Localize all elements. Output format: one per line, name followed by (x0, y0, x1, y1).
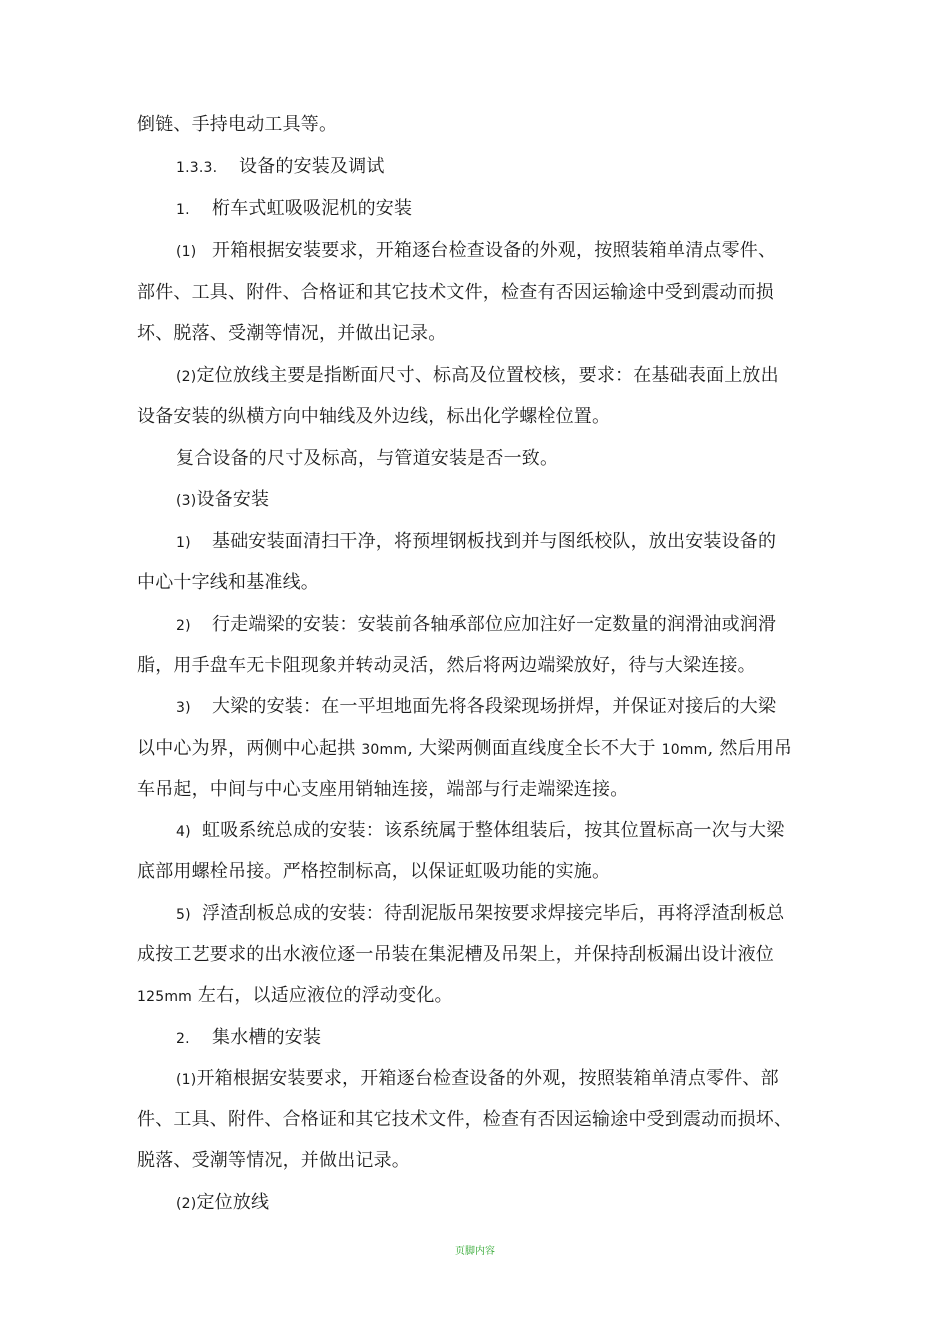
paragraph-1-line: (1) 开箱根据安装要求，开箱逐台检查设备的外观，按照装箱单清点零件、 (176, 238, 776, 265)
list-number: 3) (176, 700, 191, 716)
paragraph-q1-line: 脱落、受潮等情况，并做出记录。 (137, 1150, 410, 1171)
list-number: 5) (176, 907, 191, 923)
step-3-line: 以中心为界，两侧中心起拱 30mm, 大梁两侧面直线度全长不大于 10mm, 然后用吊 (137, 738, 793, 759)
section-number: 1.3.3. (176, 160, 218, 176)
step-3-line: 车吊起，中间与中心支座用销轴连接，端部与行走端梁连接。 (137, 779, 629, 800)
subsection-heading-1: 1. 桁车式虹吸吸泥机的安装 (176, 196, 412, 223)
step-1-line: 中心十字线和基准线。 (137, 572, 319, 593)
step-3-line: 3) 大梁的安装：在一平坦地面先将各段梁现场拼焊，并保证对接后的大梁 (176, 694, 776, 721)
paragraph-q1-line: (1)开箱根据安装要求，开箱逐台检查设备的外观，按照装箱单清点零件、部 (176, 1066, 779, 1093)
paragraph-q2-heading: (2)定位放线 (176, 1190, 269, 1217)
paragraph-q1-line: 件、工具、附件、合格证和其它技术文件，检查有否因运输途中受到震动而损坏、 (137, 1109, 793, 1130)
paragraph-1-line: 坏、脱落、受潮等情况，并做出记录。 (137, 323, 447, 344)
paragraph-2-line: 复合设备的尺寸及标高，与管道安装是否一致。 (176, 448, 559, 469)
page-footer: 页脚内容 (455, 1246, 495, 1257)
paragraph-1-line: 部件、工具、附件、合格证和其它技术文件，检查有否因运输途中受到震动而损 (137, 282, 774, 303)
list-number: (3) (176, 493, 197, 509)
list-number: 4) (176, 824, 191, 840)
list-number: 2) (176, 618, 191, 634)
paragraph-3-heading: (3)设备安装 (176, 487, 269, 514)
step-4-line: 4) 虹吸系统总成的安装：该系统属于整体组装后，按其位置标高一次与大梁 (176, 818, 784, 845)
list-number: (1) (176, 244, 197, 260)
section-heading-1-3-3: 1.3.3. 设备的安装及调试 (176, 154, 385, 181)
list-number: (2) (176, 369, 197, 385)
list-number: 1. (176, 202, 190, 218)
step-5-line: 5) 浮渣刮板总成的安装：待刮泥版吊架按要求焊接完毕后，再将浮渣刮板总 (176, 901, 784, 928)
paragraph-2-line: 设备安装的纵横方向中轴线及外边线，标出化学螺栓位置。 (137, 406, 611, 427)
list-number: (1) (176, 1072, 197, 1088)
step-2-line: 脂，用手盘车无卡阻现象并转动灵活，然后将两边端梁放好，待与大梁连接。 (137, 655, 756, 676)
step-5-line: 125mm 左右，以适应液位的浮动变化。 (137, 985, 453, 1006)
step-1-line: 1) 基础安装面清扫干净，将预埋钢板找到并与图纸校队，放出安装设备的 (176, 529, 776, 556)
step-4-line: 底部用螺栓吊接。严格控制标高，以保证虹吸功能的实施。 (137, 861, 611, 882)
list-number: (2) (176, 1196, 197, 1212)
text-line: 倒链、手持电动工具等。 (137, 114, 338, 135)
subsection-heading-2: 2. 集水槽的安装 (176, 1025, 321, 1052)
list-number: 1) (176, 535, 191, 551)
step-2-line: 2) 行走端梁的安装：安装前各轴承部位应加注好一定数量的润滑油或润滑 (176, 612, 776, 639)
step-5-line: 成按工艺要求的出水液位逐一吊装在集泥槽及吊架上，并保持刮板漏出设计液位 (137, 944, 774, 965)
list-number: 2. (176, 1031, 190, 1047)
paragraph-2-line: (2)定位放线主要是指断面尺寸、标高及位置校核，要求：在基础表面上放出 (176, 363, 779, 390)
